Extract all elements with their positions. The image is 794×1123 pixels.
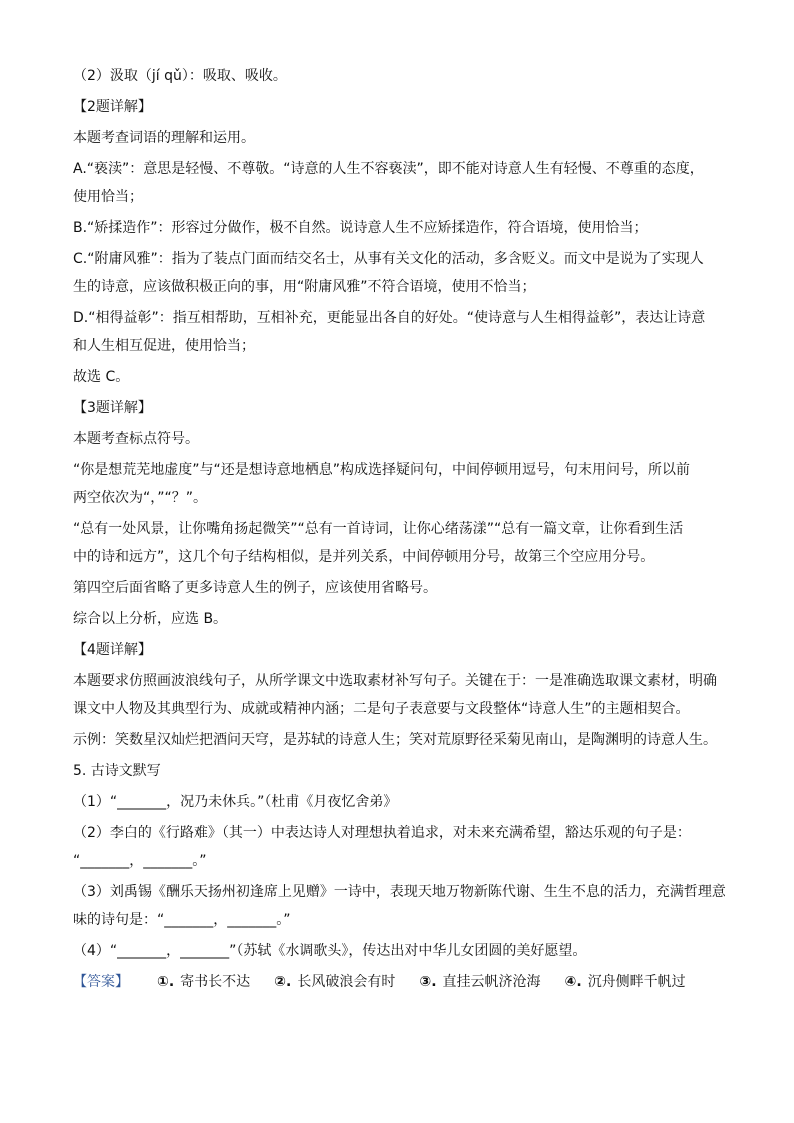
text-line: 课文中人物及其典型行为、成就或精神内涵；二是句子表意要与文段整体“诗意人生”的主题相契合。 <box>73 701 690 717</box>
answer-text: 寄书长不达 <box>180 974 251 990</box>
text-line: 使用恰当； <box>73 189 143 205</box>
text-line: B.“矫揉造作”：形容过分做作，极不自然。说诗意人生不应矫揉造作，符合语境，使用恰当； <box>73 220 648 236</box>
answer-item <box>565 972 686 992</box>
question-item: （3）刘禹锡《酬乐天扬州初逢席上见赠》一诗中，表现天地万物新陈代谢、生生不息的活力，充满哲理意 <box>73 884 726 900</box>
answer-text: 直挂云帆济沧海 <box>442 974 541 990</box>
answer-text: 沉舟侧畔千帆过 <box>587 974 686 990</box>
text-line: D.“相得益彰”：指互相帮助，互相补充，更能显出各自的好处。“使诗意与人生相得益彰”，表达让诗意 <box>73 310 706 326</box>
answer-text: 长风破浪会有时 <box>297 974 396 990</box>
answer-item <box>157 972 250 992</box>
text-line: “总有一处风景，让你嘴角扬起微笑”“总有一首诗词，让你心绪荡漾”“总有一篇文章，让你看到生活 <box>73 521 684 537</box>
answer-number: ①. <box>157 974 175 990</box>
answer-item <box>274 972 395 992</box>
text-line: 示例：笑数星汉灿烂把酒问天穹，是苏轼的诗意人生；笑对荒原野径采菊见南山，是陶渊明的诗意人生。 <box>73 732 717 748</box>
section-heading: 【2题详解】 <box>73 99 152 115</box>
text-line: 本题考查标点符号。 <box>73 431 199 447</box>
question-heading: 5. 古诗文默写 <box>73 763 161 779</box>
text-line: 和人生相互促进，使用恰当； <box>73 338 255 354</box>
answer-number: ②. <box>274 974 292 990</box>
answer-number: ③. <box>419 974 437 990</box>
section-heading: 【4题详解】 <box>73 642 152 658</box>
document-page <box>73 66 733 992</box>
text-line: 两空依次为“，”“？”。 <box>73 490 208 506</box>
text-line: 本题考查词语的理解和运用。 <box>73 130 255 146</box>
text-line: “_______，_______。” <box>73 853 207 869</box>
question-item: （4）“_______，_______”（苏轼《水调歌头》，传达出对中华儿女团圆的美好愿望。 <box>73 943 587 959</box>
text-line: 本题要求仿照画波浪线句子，从所学课文中选取素材补写句子。关键在于：一是准确选取课文素材，明确 <box>73 673 717 689</box>
question-item: （1）“_______，况乃未休兵。”（杜甫《月夜忆舍弟》 <box>73 794 398 810</box>
text-line: A.“亵渎”：意思是轻慢、不尊敬。“诗意的人生不容亵渎”，即不能对诗意人生有轻慢、不尊重的态度， <box>73 161 704 177</box>
question-item: （2）李白的《行路难》（其一）中表达诗人对理想执着追求，对未来充满希望，豁达乐观的句子是： <box>73 825 691 841</box>
answer-item <box>419 972 540 992</box>
text-line: 生的诗意，应该做积极正向的事，用“附庸风雅”不符合语境，使用不恰当； <box>73 279 536 295</box>
section-heading: 【3题详解】 <box>73 400 152 416</box>
text-line: “你是想荒芜地虚度”与“还是想诗意地栖息”构成选择疑问句，中间停顿用逗号，句末用问号，所以前 <box>73 462 691 478</box>
answer-number: ④. <box>564 974 582 990</box>
text-line: C.“附庸风雅”：指为了装点门面而结交名士，从事有关文化的活动，多含贬义。而文中是说为了实现人 <box>73 251 704 267</box>
answer-tag: 【答案】 <box>73 974 129 990</box>
answer-line <box>73 972 733 992</box>
text-line: （2）汲取（jí qǔ）：吸取、吸收。 <box>73 68 287 84</box>
text-line: 味的诗句是：“_______，_______。” <box>73 912 291 928</box>
text-line: 第四空后面省略了更多诗意人生的例子，应该使用省略号。 <box>73 580 437 596</box>
text-line: 中的诗和远方”，这几个句子结构相似，是并列关系，中间停顿用分号，故第三个空应用分号。 <box>73 549 655 565</box>
text-line: 故选 C。 <box>73 369 130 385</box>
text-line: 综合以上分析，应选 B。 <box>73 611 228 627</box>
